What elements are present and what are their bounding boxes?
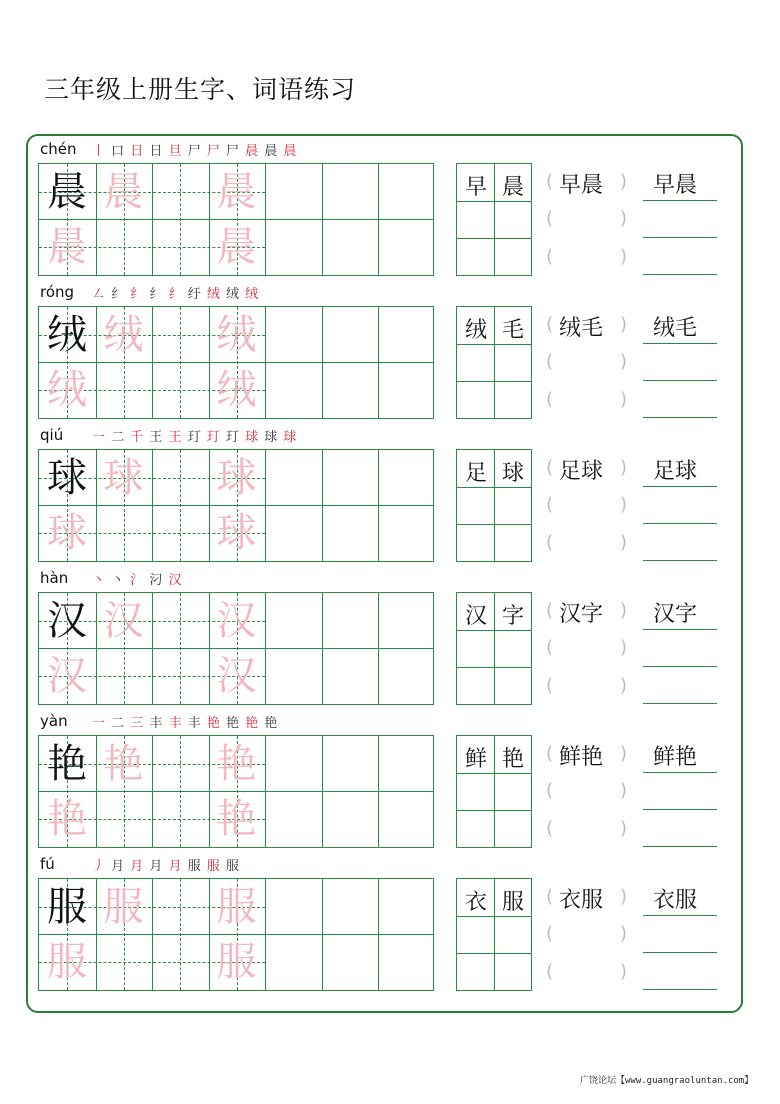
stroke-step: 纟 — [130, 287, 150, 302]
trace-character: 绒 — [103, 312, 144, 358]
model-character: 晨 — [47, 169, 87, 215]
parenthesis-word: 衣服 — [559, 888, 604, 913]
trace-character: 服 — [216, 884, 257, 930]
underline-word: 足球 — [653, 459, 698, 484]
writing-underline[interactable] — [643, 417, 717, 418]
character-row — [0, 565, 780, 705]
trace-character: 汉 — [103, 598, 144, 644]
trace-character: 绒 — [47, 367, 87, 413]
stroke-step: 玎 — [225, 430, 246, 445]
writing-underline[interactable] — [643, 703, 717, 704]
stroke-step: 口 — [111, 144, 131, 159]
pinyin-label: chén — [40, 140, 77, 158]
guide-line — [180, 879, 181, 990]
stroke-step: 氵 — [130, 573, 150, 588]
stroke-order — [92, 712, 278, 731]
stroke-step: 球 — [245, 430, 265, 445]
grid-line — [457, 773, 531, 774]
stroke-step: 月 — [111, 859, 131, 874]
guide-line — [180, 736, 181, 847]
word-grid[interactable] — [456, 735, 532, 848]
stroke-step: 服 — [206, 859, 226, 874]
stroke-step: 艳 — [245, 716, 265, 731]
stroke-step: 月 — [168, 859, 188, 874]
stroke-step: 尸 — [225, 144, 246, 159]
writing-underline[interactable] — [643, 809, 717, 810]
stroke-step: 汈 — [149, 573, 169, 588]
parenthesis-close: ) — [620, 637, 628, 658]
pinyin-label: qiú — [40, 426, 64, 444]
parenthesis-open: ( — [546, 351, 554, 372]
parenthesis-open: ( — [546, 743, 554, 764]
character-row — [0, 136, 780, 276]
trace-character: 晨 — [216, 224, 257, 270]
writing-underline[interactable] — [643, 380, 717, 381]
parenthesis-close: ) — [620, 743, 628, 764]
trace-character: 晨 — [103, 169, 144, 215]
underline-word: 鲜艳 — [653, 745, 698, 770]
stroke-step: 丰 — [168, 716, 188, 731]
pinyin-label: róng — [40, 283, 75, 301]
stroke-step: 月 — [149, 859, 169, 874]
stroke-step: 绒 — [245, 287, 260, 302]
stroke-step: 日 — [130, 144, 150, 159]
trace-character: 晨 — [216, 169, 257, 215]
stroke-step: 玎 — [206, 430, 226, 445]
stroke-step: 服 — [225, 859, 240, 874]
stroke-step: 丨 — [92, 144, 112, 159]
parenthesis-close: ) — [620, 923, 628, 944]
parenthesis-close: ) — [620, 818, 628, 839]
writing-underline[interactable] — [643, 915, 717, 916]
word-character: 毛 — [501, 318, 524, 343]
parenthesis-word: 汉字 — [559, 602, 604, 627]
trace-character: 汉 — [47, 653, 87, 699]
parenthesis-word: 早晨 — [559, 173, 604, 198]
page-title: 三年级上册生字、词语练习 — [44, 75, 357, 104]
footer-source: 广饶论坛【www.guangraoluntan.com】 — [580, 1076, 754, 1086]
stroke-step: 丰 — [187, 716, 207, 731]
underline-word: 汉字 — [653, 602, 698, 627]
parenthesis-open: ( — [546, 532, 554, 553]
stroke-step: 旦 — [168, 144, 188, 159]
parenthesis-close: ) — [620, 351, 628, 372]
parenthesis-open: ( — [546, 457, 554, 478]
stroke-step: 一 — [92, 430, 112, 445]
pinyin-label: fú — [40, 855, 55, 873]
guide-line — [180, 307, 181, 418]
stroke-step: 艳 — [225, 716, 246, 731]
stroke-step: 玎 — [187, 430, 207, 445]
grid-line — [457, 381, 531, 382]
word-character: 汉 — [464, 604, 487, 629]
writing-underline[interactable] — [643, 666, 717, 667]
underline-word: 绒毛 — [653, 316, 698, 341]
parenthesis-close: ) — [620, 886, 628, 907]
writing-grid[interactable] — [38, 735, 434, 848]
parenthesis-open: ( — [546, 961, 554, 982]
writing-underline[interactable] — [643, 523, 717, 524]
grid-line — [457, 238, 531, 239]
stroke-step: 服 — [187, 859, 207, 874]
writing-underline[interactable] — [643, 629, 717, 630]
trace-character: 球 — [103, 455, 144, 501]
stroke-step: 球 — [264, 430, 284, 445]
stroke-order — [92, 855, 240, 874]
parenthesis-close: ) — [620, 314, 628, 335]
stroke-step: 丶 — [92, 573, 112, 588]
trace-character: 服 — [47, 939, 87, 985]
parenthesis-close: ) — [620, 494, 628, 515]
parenthesis-open: ( — [546, 923, 554, 944]
stroke-step: 绒 — [225, 287, 246, 302]
writing-underline[interactable] — [643, 989, 717, 990]
parenthesis-open: ( — [546, 675, 554, 696]
writing-grid[interactable] — [38, 306, 434, 419]
parenthesis-close: ) — [620, 675, 628, 696]
word-character: 服 — [501, 890, 524, 915]
stroke-step: 绒 — [206, 287, 226, 302]
stroke-order — [92, 283, 259, 302]
trace-character: 艳 — [47, 796, 87, 842]
guide-line — [180, 450, 181, 561]
stroke-order — [92, 140, 297, 159]
model-character: 球 — [47, 455, 87, 501]
pinyin-label: hàn — [40, 569, 69, 587]
parenthesis-close: ) — [620, 961, 628, 982]
stroke-step: 纟 — [149, 287, 169, 302]
writing-underline[interactable] — [643, 200, 717, 201]
word-character: 早 — [464, 175, 487, 200]
word-character: 字 — [501, 604, 524, 629]
grid-line — [457, 630, 531, 631]
trace-character: 服 — [103, 884, 144, 930]
model-character: 汉 — [47, 598, 87, 644]
writing-underline[interactable] — [643, 274, 717, 275]
word-character: 球 — [501, 461, 524, 486]
writing-underline[interactable] — [643, 952, 717, 953]
stroke-step: 晨 — [283, 144, 298, 159]
grid-line — [457, 487, 531, 488]
writing-underline[interactable] — [643, 560, 717, 561]
stroke-order — [92, 569, 183, 588]
stroke-step: 球 — [283, 430, 298, 445]
trace-character: 绒 — [216, 312, 257, 358]
parenthesis-open: ( — [546, 494, 554, 515]
trace-character: 球 — [216, 510, 257, 556]
parenthesis-open: ( — [546, 637, 554, 658]
trace-character: 绒 — [216, 367, 257, 413]
parenthesis-open: ( — [546, 246, 554, 267]
word-grid[interactable] — [456, 163, 532, 276]
underline-word: 早晨 — [653, 173, 698, 198]
stroke-step: 三 — [130, 716, 150, 731]
trace-character: 晨 — [47, 224, 87, 270]
word-character: 足 — [464, 461, 487, 486]
parenthesis-close: ) — [620, 208, 628, 229]
grid-line — [457, 524, 531, 525]
stroke-step: 月 — [130, 859, 150, 874]
stroke-step: 二 — [111, 716, 131, 731]
stroke-step: 丿 — [92, 859, 112, 874]
parenthesis-close: ) — [620, 246, 628, 267]
character-row — [0, 279, 780, 419]
writing-underline[interactable] — [643, 846, 717, 847]
model-character: 绒 — [47, 312, 87, 358]
parenthesis-open: ( — [546, 818, 554, 839]
character-row — [0, 851, 780, 991]
parenthesis-open: ( — [546, 171, 554, 192]
model-character: 艳 — [47, 741, 87, 787]
word-character: 鲜 — [464, 747, 487, 772]
pinyin-label: yàn — [40, 712, 68, 730]
parenthesis-close: ) — [620, 457, 628, 478]
character-row — [0, 422, 780, 562]
stroke-step: 一 — [92, 716, 112, 731]
trace-character: 汉 — [216, 598, 257, 644]
parenthesis-open: ( — [546, 208, 554, 229]
guide-line — [180, 164, 181, 275]
stroke-step: 丶 — [111, 573, 131, 588]
parenthesis-close: ) — [620, 780, 628, 801]
trace-character: 艳 — [216, 796, 257, 842]
trace-character: 球 — [216, 455, 257, 501]
parenthesis-open: ( — [546, 314, 554, 335]
stroke-step: 纡 — [187, 287, 207, 302]
stroke-step: 王 — [149, 430, 169, 445]
stroke-step: 纟 — [168, 287, 188, 302]
word-character: 晨 — [501, 175, 524, 200]
stroke-step: 二 — [111, 430, 131, 445]
word-grid[interactable] — [456, 306, 532, 419]
writing-underline[interactable] — [643, 343, 717, 344]
underline-word: 衣服 — [653, 888, 698, 913]
stroke-step: 日 — [149, 144, 169, 159]
word-grid[interactable] — [456, 449, 532, 562]
parenthesis-open: ( — [546, 886, 554, 907]
stroke-step: 晨 — [264, 144, 284, 159]
grid-line — [457, 916, 531, 917]
parenthesis-close: ) — [620, 389, 628, 410]
writing-underline[interactable] — [643, 237, 717, 238]
grid-line — [457, 810, 531, 811]
writing-grid[interactable] — [38, 592, 434, 705]
stroke-step: 纟 — [111, 287, 131, 302]
model-character: 服 — [47, 884, 87, 930]
parenthesis-open: ( — [546, 389, 554, 410]
stroke-step: 汉 — [168, 573, 183, 588]
parenthesis-close: ) — [620, 600, 628, 621]
stroke-step: 千 — [130, 430, 150, 445]
parenthesis-close: ) — [620, 532, 628, 553]
trace-character: 球 — [47, 510, 87, 556]
word-grid[interactable] — [456, 878, 532, 991]
stroke-step: 王 — [168, 430, 188, 445]
word-character: 衣 — [464, 890, 487, 915]
trace-character: 服 — [216, 939, 257, 985]
stroke-step: 艳 — [264, 716, 279, 731]
character-row — [0, 708, 780, 848]
writing-underline[interactable] — [643, 486, 717, 487]
word-character: 艳 — [501, 747, 524, 772]
grid-line — [457, 201, 531, 202]
parenthesis-word: 鲜艳 — [559, 745, 604, 770]
trace-character: 汉 — [216, 653, 257, 699]
stroke-step: ㇜ — [92, 287, 112, 302]
grid-line — [457, 344, 531, 345]
stroke-step: 艳 — [206, 716, 226, 731]
parenthesis-word: 足球 — [559, 459, 604, 484]
stroke-step: 晨 — [245, 144, 265, 159]
writing-grid[interactable] — [38, 449, 434, 562]
stroke-step: 尸 — [187, 144, 207, 159]
stroke-step: 尸 — [206, 144, 226, 159]
guide-line — [180, 593, 181, 704]
stroke-order — [92, 426, 297, 445]
grid-line — [457, 667, 531, 668]
trace-character: 艳 — [103, 741, 144, 787]
stroke-step: 丰 — [149, 716, 169, 731]
parenthesis-word: 绒毛 — [559, 316, 604, 341]
writing-grid[interactable] — [38, 878, 434, 991]
parenthesis-open: ( — [546, 780, 554, 801]
parenthesis-close: ) — [620, 171, 628, 192]
writing-underline[interactable] — [643, 772, 717, 773]
word-character: 绒 — [464, 318, 487, 343]
word-grid[interactable] — [456, 592, 532, 705]
grid-line — [457, 953, 531, 954]
trace-character: 艳 — [216, 741, 257, 787]
writing-grid[interactable] — [38, 163, 434, 276]
parenthesis-open: ( — [546, 600, 554, 621]
